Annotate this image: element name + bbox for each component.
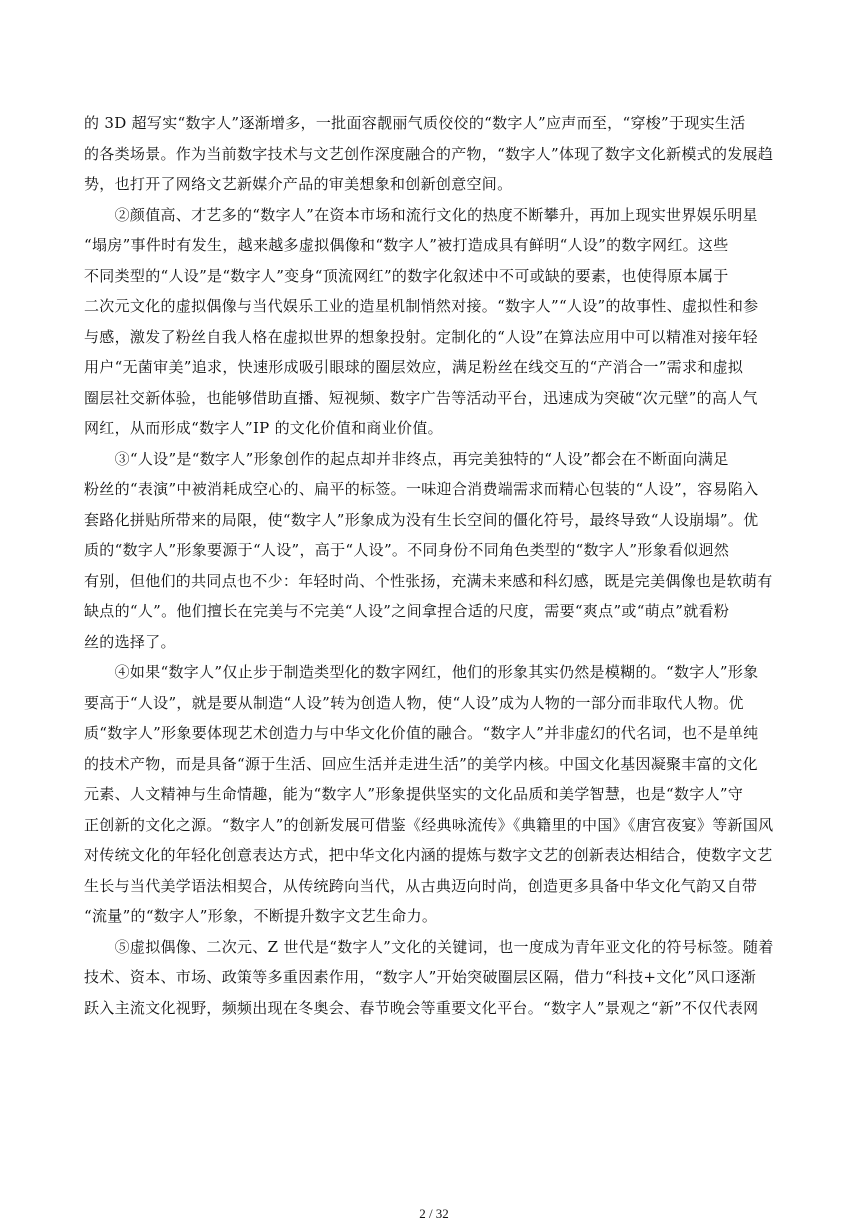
page-number: 2 / 32 [419,1206,449,1221]
text-line: 质“数字人”形象要体现艺术创造力与中华文化价值的融合。“数字人”并非虚幻的代名词，也不是单纯 [84,724,759,742]
text-line: 粉丝的“表演”中被消耗成空心的、扁平的标签。一味迎合消费端需求而精心包装的“人设”，容易陷入 [84,480,759,498]
text-line: ②颜值高、才艺多的“数字人”在资本市场和流行文化的热度不断攀升，再加上现实世界娱乐明星 [84,205,758,224]
text-line: 不同类型的“人设”是“数字人”变身“顶流网红”的数字化叙述中不可或缺的要素，也使得原本属于 [84,266,729,285]
text-line: 圈层社交新体验，也能够借助直播、短视频、数字广告等活动平台，迅速成为突破“次元壁”的高人气 [84,388,758,407]
text-line: ④如果“数字人”仅止步于制造类型化的数字网红，他们的形象其实仍然是模糊的。“数字人”形象 [84,663,759,681]
text-line: 生长与当代美学语法相契合，从传统跨向当代，从古典迈向时尚，创造更多具备中华文化气韵又自带 [84,876,758,895]
text-line: “流量”的“数字人”形象，不断提升数字文艺生命力。 [84,907,438,925]
text-line: 丝的选择了。 [84,632,176,651]
text-line: ⑤虚拟偶像、二次元、Z 世代是“数字人”文化的关键词，也一度成为青年亚文化的符号标签。随着 [84,937,774,956]
text-line: 正创新的文化之源。“数字人”的创新发展可借鉴《经典咏流传》《典籍里的中国》《唐宫夜宴》等新国风 [84,815,774,834]
body-text [84,108,784,1023]
text-line: 缺点的“人”。他们擅长在完美与不完美“人设”之间拿捏合适的尺度，需要“爽点”或“萌点”就看粉 [84,602,730,620]
text-line: 网红，从而形成“数字人”IP 的文化价值和商业价值。 [84,419,443,437]
text-line: 跃入主流文化视野，频频出现在冬奥会、春节晚会等重要文化平台。“数字人”景观之“新”不仅代表网 [84,998,759,1017]
text-line: 元素、人文精神与生命情趣，能为“数字人”形象提供坚实的文化品质和美学智慧，也是“数字人”守 [84,785,744,803]
text-line: 的技术产物，而是具备“源于生活、回应生活并走进生活”的美学内核。中国文化基因凝聚丰富的文化 [84,754,758,773]
text-line: 的 3D 超写实“数字人”逐渐增多，一批面容靓丽气质佼佼的“数字人”应声而至，“穿梭”于现实生活 [84,114,746,132]
text-line: 势，也打开了网络文艺新媒介产品的审美想象和创新创意空间。 [84,175,513,193]
text-line: 有别，但他们的共同点也不少：年轻时尚、个性张扬，充满未来感和科幻感，既是完美偶像也是软萌有 [84,571,773,590]
text-line: 对传统文化的年轻化创意表达方式，把中华文化内涵的提炼与数字文艺的创新表达相结合，使数字文艺 [84,846,773,864]
text-line: 用户“无菌审美”追求，快速形成吸引眼球的圈层效应，满足粉丝在线交互的“产消合一”需求和虚拟 [84,358,744,376]
text-line: 质的“数字人”形象要源于“人设”，高于“人设”。不同身份不同角色类型的“数字人”形象看似迥然 [84,541,730,559]
text-line: 技术、资本、市场、政策等多重因素作用，“数字人”开始突破圈层区隔，借力“科技+文化”风口逐渐 [84,968,757,986]
text-line: 套路化拼贴所带来的局限，使“数字人”形象成为没有生长空间的僵化符号，最终导致“人设崩塌”。优 [84,510,759,529]
text-line: 的各类场景。作为当前数字技术与文艺创作深度融合的产物，“数字人”体现了数字文化新模式的发展趋 [84,144,774,163]
text-line: 二次元文化的虚拟偶像与当代娱乐工业的造星机制悄然对接。“数字人”“人设”的故事性、虚拟性和参 [84,297,759,315]
text-line: “塌房”事件时有发生，越来越多虚拟偶像和“数字人”被打造成具有鲜明“人设”的数字网红。这些 [84,236,729,254]
text-line: ③“人设”是“数字人”形象创作的起点却并非终点，再完美独特的“人设”都会在不断面向满足 [84,449,729,468]
text-line: 与感，激发了粉丝自我人格在虚拟世界的想象投射。定制化的“人设”在算法应用中可以精准对接年轻 [84,327,758,346]
text-line: 要高于“人设”，就是要从制造“人设”转为创造人物，使“人设”成为人物的一部分而非取代人物。优 [84,693,744,712]
